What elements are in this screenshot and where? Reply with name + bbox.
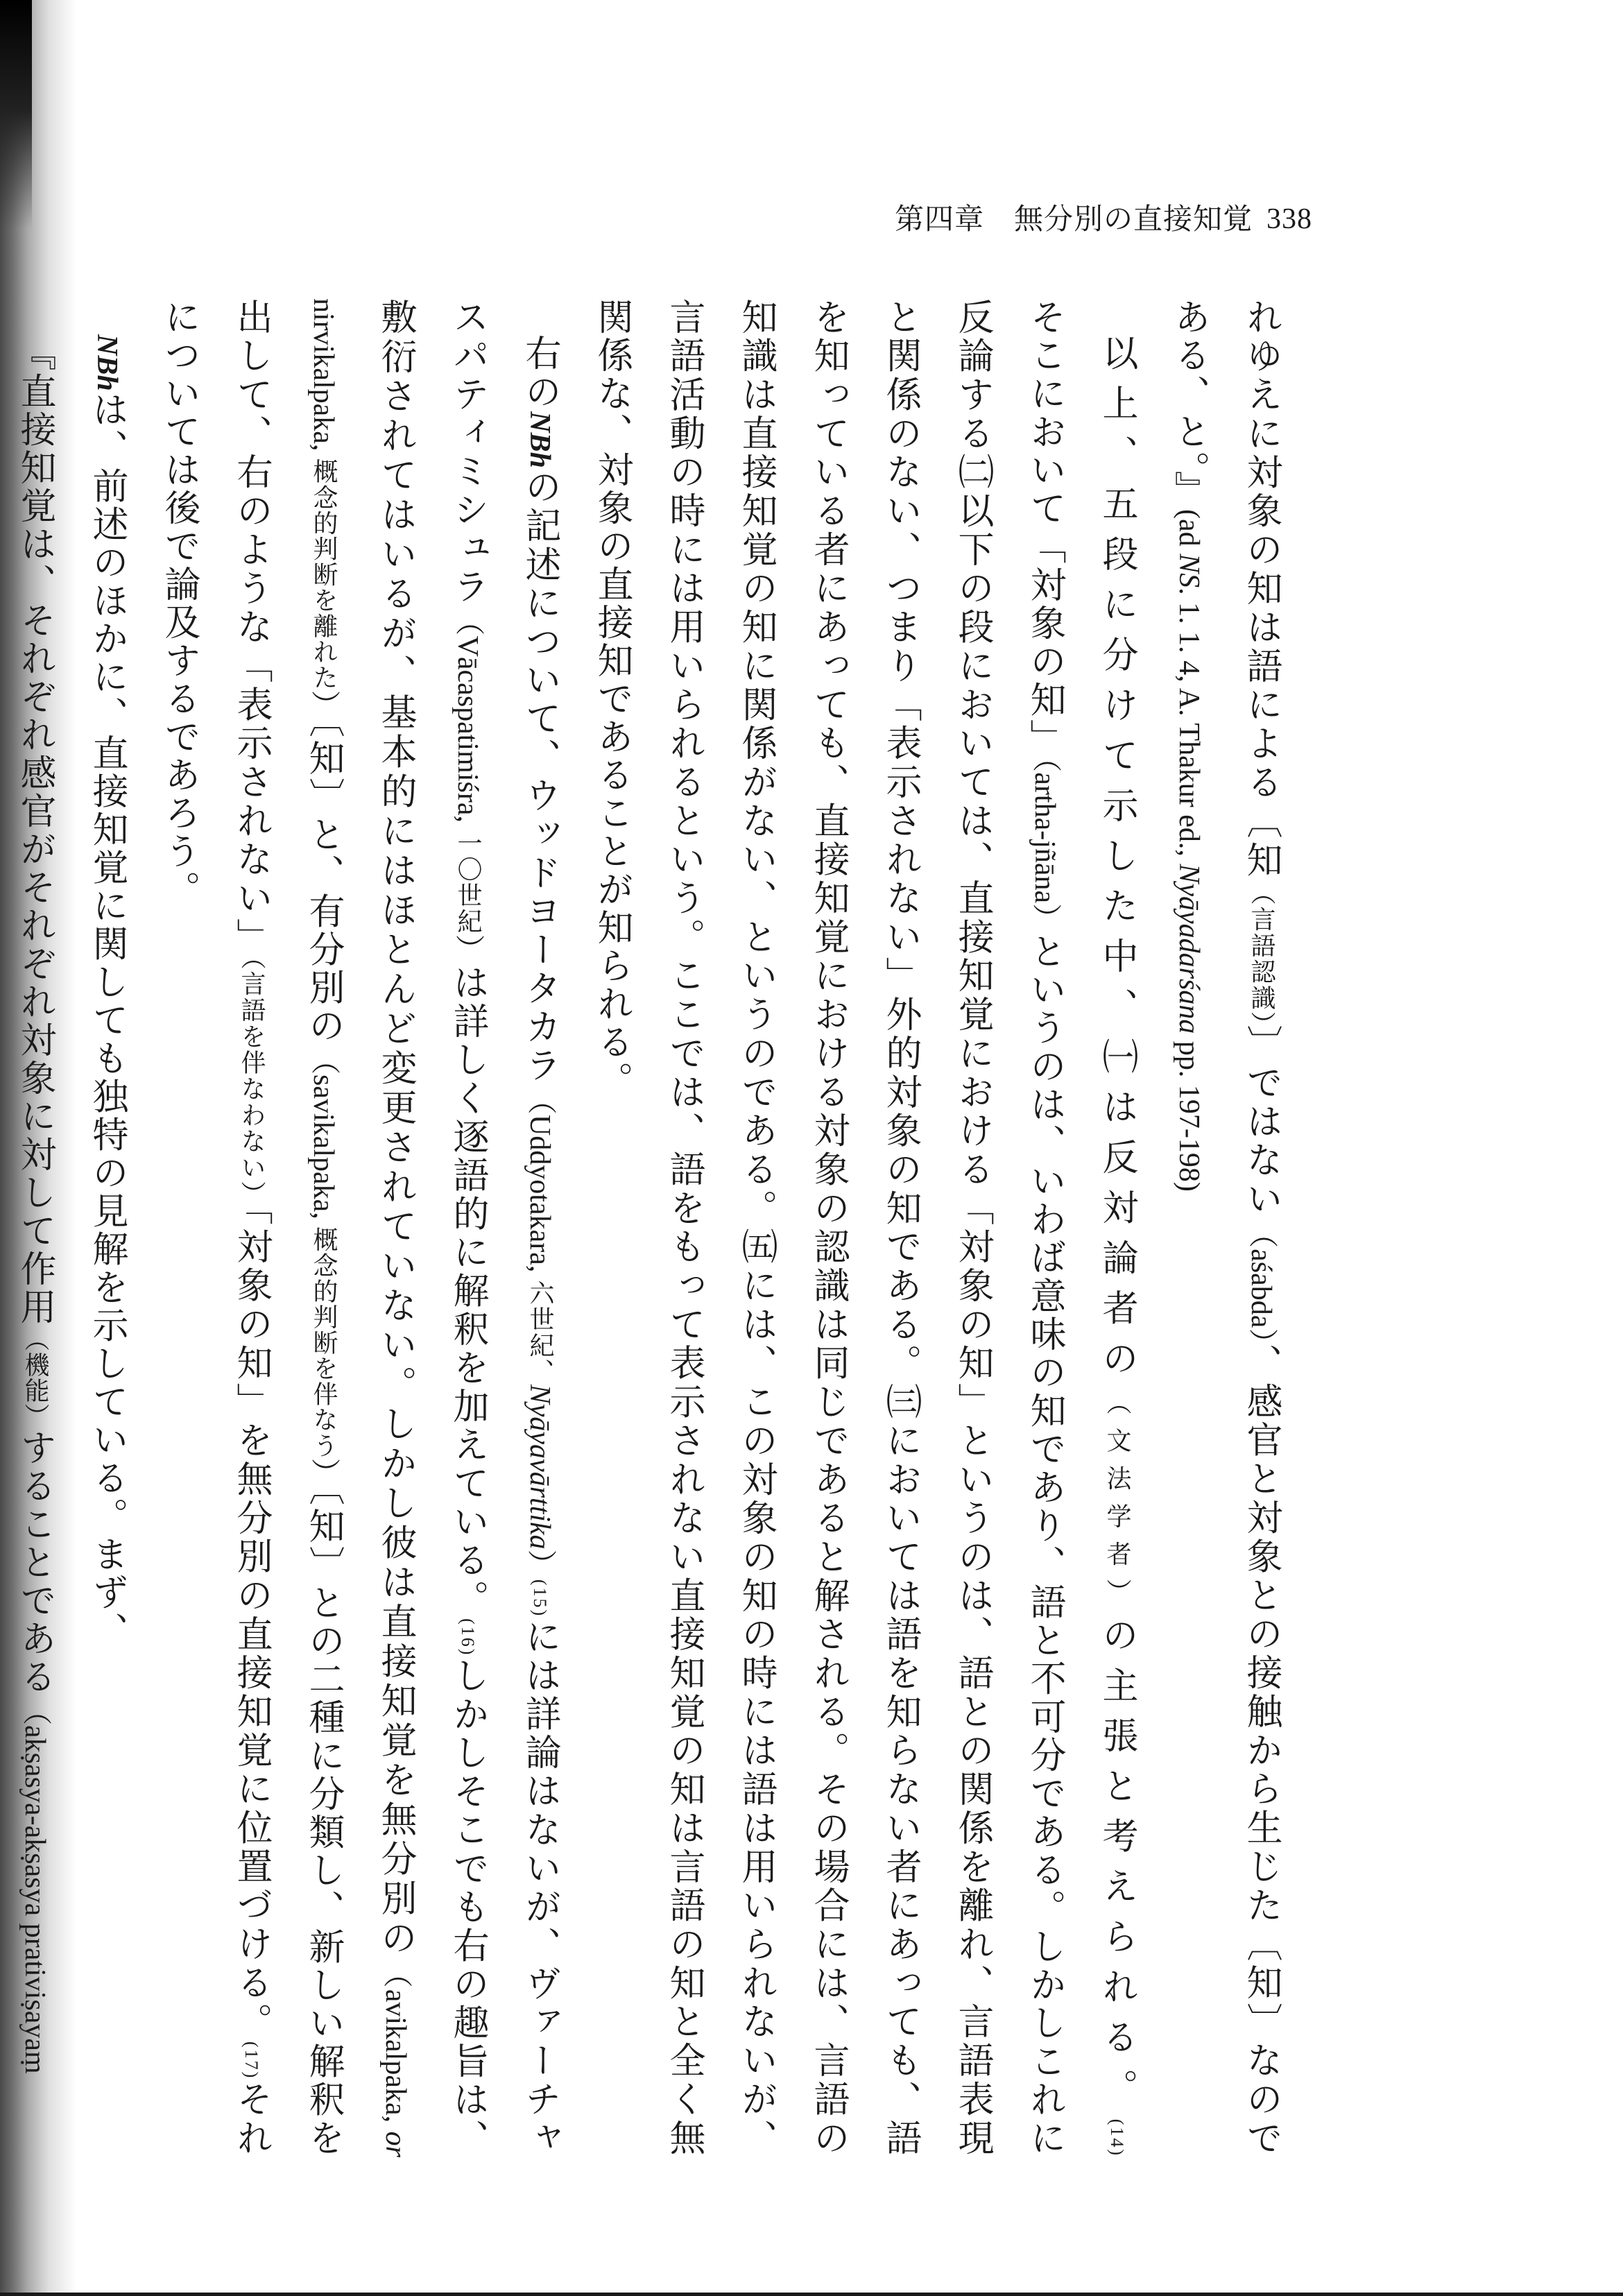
text-segment: は詳しく逐語的に解釈を加えている。 <box>447 963 488 1619</box>
text-segment: （aśabda） <box>1245 1219 1277 1344</box>
text-segment: Nyāyadarśana <box>1173 864 1205 1034</box>
text-segment: （言語認識） <box>1247 880 1276 1025</box>
text-segment: 右の <box>519 334 560 412</box>
text-segment: しかしそこでも右の趣旨は、敷衍されてはいるが、基本的にはほとんど変更されていない。しかし彼は直接知覚を無分別の <box>375 298 488 2158</box>
chapter-title: 第四章 無分別の直接知覚 <box>895 202 1253 236</box>
page-bottom-edge <box>0 2293 1623 2296</box>
text-segment: nirvikalpaka, <box>307 298 339 459</box>
text-segment: の記述について、ウッドヨータカラ <box>519 468 560 1086</box>
text-segment: ） <box>524 1549 556 1579</box>
text-segment: NBh <box>91 334 123 391</box>
text-segment: pp. 197-198) <box>1173 1034 1205 1192</box>
text-segment: NBh <box>524 411 556 468</box>
footnote-ref: (14) <box>1107 2118 1127 2158</box>
main-text <box>0 298 1297 2157</box>
text-segment: 〔知〕との二種に分類し、新しい解釈を出して、右のような「表示されない」 <box>230 298 344 2158</box>
text-segment: (ad <box>1173 509 1205 554</box>
text-segment: は、前述のほかに、直接知覚に関しても独特の見解を示している。まず、 <box>86 391 128 1650</box>
text-segment: そこにおいて「対象の知」 <box>1024 298 1065 758</box>
text-segment: 〔知〕と、有分別の <box>302 719 344 1045</box>
text-segment: というのは、いわば意味の知であり、語と不可分である。しかしこれに反論する㈡以下の段においては、直接知覚における「対象の知」というのは、語との関係を離れ、言語表現と関係のない、つまり「表示されない」外的対象の知である。㈢においては語を知らない者にあっても、語を知っている者にあっても、直接知覚における対象の認識は同じであると解される。その場合には、言語の知識は直接知覚の知に関係がない、というのである。㈤には、この対象の知の時には語は用いられないが、言語活動の時には用いられるという。ここでは、語をもって表示されない直接知覚の知は言語の知と全く無関係な、対象の直接知であることが知られる。 <box>591 298 1065 2158</box>
running-header <box>895 198 1339 240</box>
paragraph-2 <box>576 298 1153 2157</box>
footnote-ref: (17) <box>241 2041 261 2080</box>
text-segment: （akṣasya-akṣasya prativiṣayaṃ <box>19 1696 51 2074</box>
text-segment: 概念的判断を伴なう <box>309 1226 338 1459</box>
text-segment: 六世紀、 <box>526 1280 554 1385</box>
text-segment: （savikalpaka, <box>307 1045 339 1227</box>
text-segment: 『直接知覚は、それぞれ感官がそれぞれ対象に対して作用 <box>14 334 55 1326</box>
text-segment: （artha-jñāna） <box>1029 757 1060 933</box>
text-segment: （文法学者） <box>1103 1389 1131 1617</box>
text-segment: 一〇世紀 <box>454 830 482 934</box>
text-segment: （Vācaspatimiśra, <box>452 606 483 830</box>
text-segment: NS <box>1173 554 1205 588</box>
text-segment: には詳論はないが、ヴァーチャスパティミシュラ <box>447 298 560 2158</box>
text-segment: 「対象の知」を無分別の直接知覚に位置づける。 <box>230 1207 272 2041</box>
paragraph-3 <box>143 298 576 2157</box>
text-segment: （Uddyotakara, <box>524 1085 556 1280</box>
scan-edge-dark <box>0 0 32 229</box>
text-segment: 〕ではない <box>1240 1025 1282 1219</box>
text-segment: （言語を伴なわない） <box>237 957 266 1208</box>
text-segment: れゆえに対象の知は語による〔知 <box>1240 298 1282 880</box>
page-number: 338 <box>1266 203 1312 235</box>
footnote-ref: (16) <box>458 1618 478 1657</box>
footnote-ref: (15) <box>530 1579 550 1618</box>
text-segment: ） <box>307 689 339 720</box>
text-segment: ） <box>307 1458 339 1488</box>
text-segment: （avikalpaka, <box>379 1958 411 2132</box>
text-segment: or <box>379 2131 411 2158</box>
text-segment: Nyāyavārttika <box>524 1384 556 1550</box>
text-segment: （機能） <box>21 1326 49 1429</box>
text-segment: することである <box>14 1429 55 1696</box>
text-segment: 、感官と対象との接触から生じた〔知〕なのである、と。』 <box>1168 298 1282 2158</box>
text-segment: 概念的判断を離れた <box>309 459 338 690</box>
text-segment: ） <box>452 934 483 964</box>
text-segment: それについては後で論及するであろう。 <box>158 298 272 2158</box>
text-segment: の主張と考えられる。 <box>1096 1616 1137 2119</box>
text-segment: . 1. 1. 4, A. Thakur ed., <box>1173 588 1205 864</box>
paragraph-1 <box>1153 298 1297 2157</box>
paragraph-4 <box>71 298 143 2157</box>
paragraph-5 <box>0 298 71 2157</box>
text-segment: 以上、五段に分けて示した中、㈠は反対論者の <box>1096 334 1137 1390</box>
